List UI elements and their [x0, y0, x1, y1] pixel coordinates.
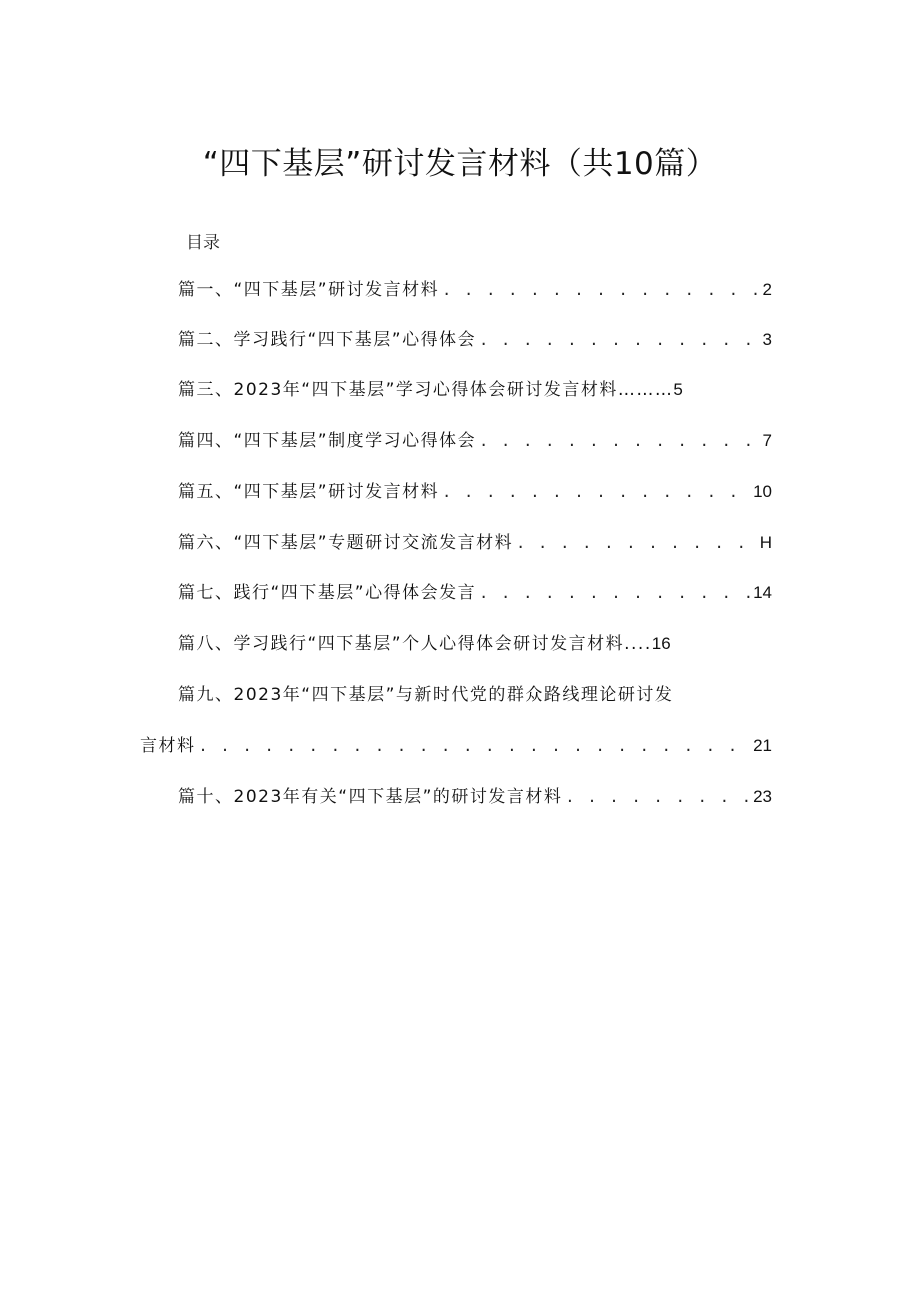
toc-page-number: 5: [673, 380, 683, 399]
toc-page-number: H: [759, 533, 772, 552]
toc-entry-label: 篇一、“四下基层”研讨发言材料: [178, 280, 440, 300]
toc-page-number: 2: [762, 280, 772, 299]
toc-page-number: 10: [753, 482, 772, 501]
toc-entry-10[interactable]: [178, 784, 772, 810]
toc-dot-leader: [565, 784, 750, 810]
toc-page-number: 16: [651, 634, 671, 653]
toc-entry-label: 篇六、“四下基层”专题研讨交流发言材料: [178, 533, 514, 553]
toc-dot-leader: [442, 277, 759, 303]
toc-heading: 目录: [186, 233, 220, 253]
toc-entry-2[interactable]: [178, 327, 772, 353]
toc-entry-7[interactable]: [178, 580, 772, 606]
toc-entry-9-continued[interactable]: [140, 733, 772, 759]
toc-entry-label: 篇二、学习践行“四下基层”心得体会: [178, 330, 477, 350]
toc-page-number: 3: [762, 330, 772, 349]
toc-dot-leader: [199, 733, 751, 759]
toc-entry-6[interactable]: [178, 530, 772, 556]
document-title: “四下基层”研讨发言材料（共10篇）: [202, 146, 718, 182]
toc-entry-label: 篇九、2023年“四下基层”与新时代党的群众路线理论研讨发: [178, 685, 674, 705]
toc-entry-5[interactable]: [178, 479, 772, 505]
toc-page-number: 23: [753, 787, 772, 806]
toc-entry-label: 篇七、践行“四下基层”心得体会发言: [178, 583, 477, 603]
toc-entry-label: 篇八、学习践行“四下基层”个人心得体会研讨发言材料....: [178, 634, 652, 654]
toc-page-number: 21: [753, 736, 772, 755]
toc-entry-label: 篇四、“四下基层”制度学习心得体会: [178, 431, 477, 451]
toc-page-number: 14: [753, 583, 772, 602]
toc-dot-leader: [442, 479, 750, 505]
toc-dot-leader: [516, 530, 757, 556]
toc-dot-leader: [479, 428, 759, 454]
toc-entry-1[interactable]: [178, 277, 772, 303]
toc-entry-label: 篇十、2023年有关“四下基层”的研讨发言材料: [178, 787, 563, 807]
toc-dot-leader: [479, 327, 759, 353]
toc-entry-8[interactable]: [178, 631, 772, 657]
toc-entry-label: 篇三、2023年“四下基层”学习心得体会研讨发言材料………: [178, 380, 674, 400]
toc-entry-3[interactable]: [178, 377, 772, 403]
toc-dot-leader: [479, 580, 750, 606]
toc-entry-9[interactable]: [178, 682, 738, 708]
toc-page-number: 7: [762, 431, 772, 450]
toc-entry-label: 篇五、“四下基层”研讨发言材料: [178, 482, 440, 502]
toc-entry-label-continued: 言材料: [140, 736, 196, 756]
toc-entry-4[interactable]: [178, 428, 772, 454]
